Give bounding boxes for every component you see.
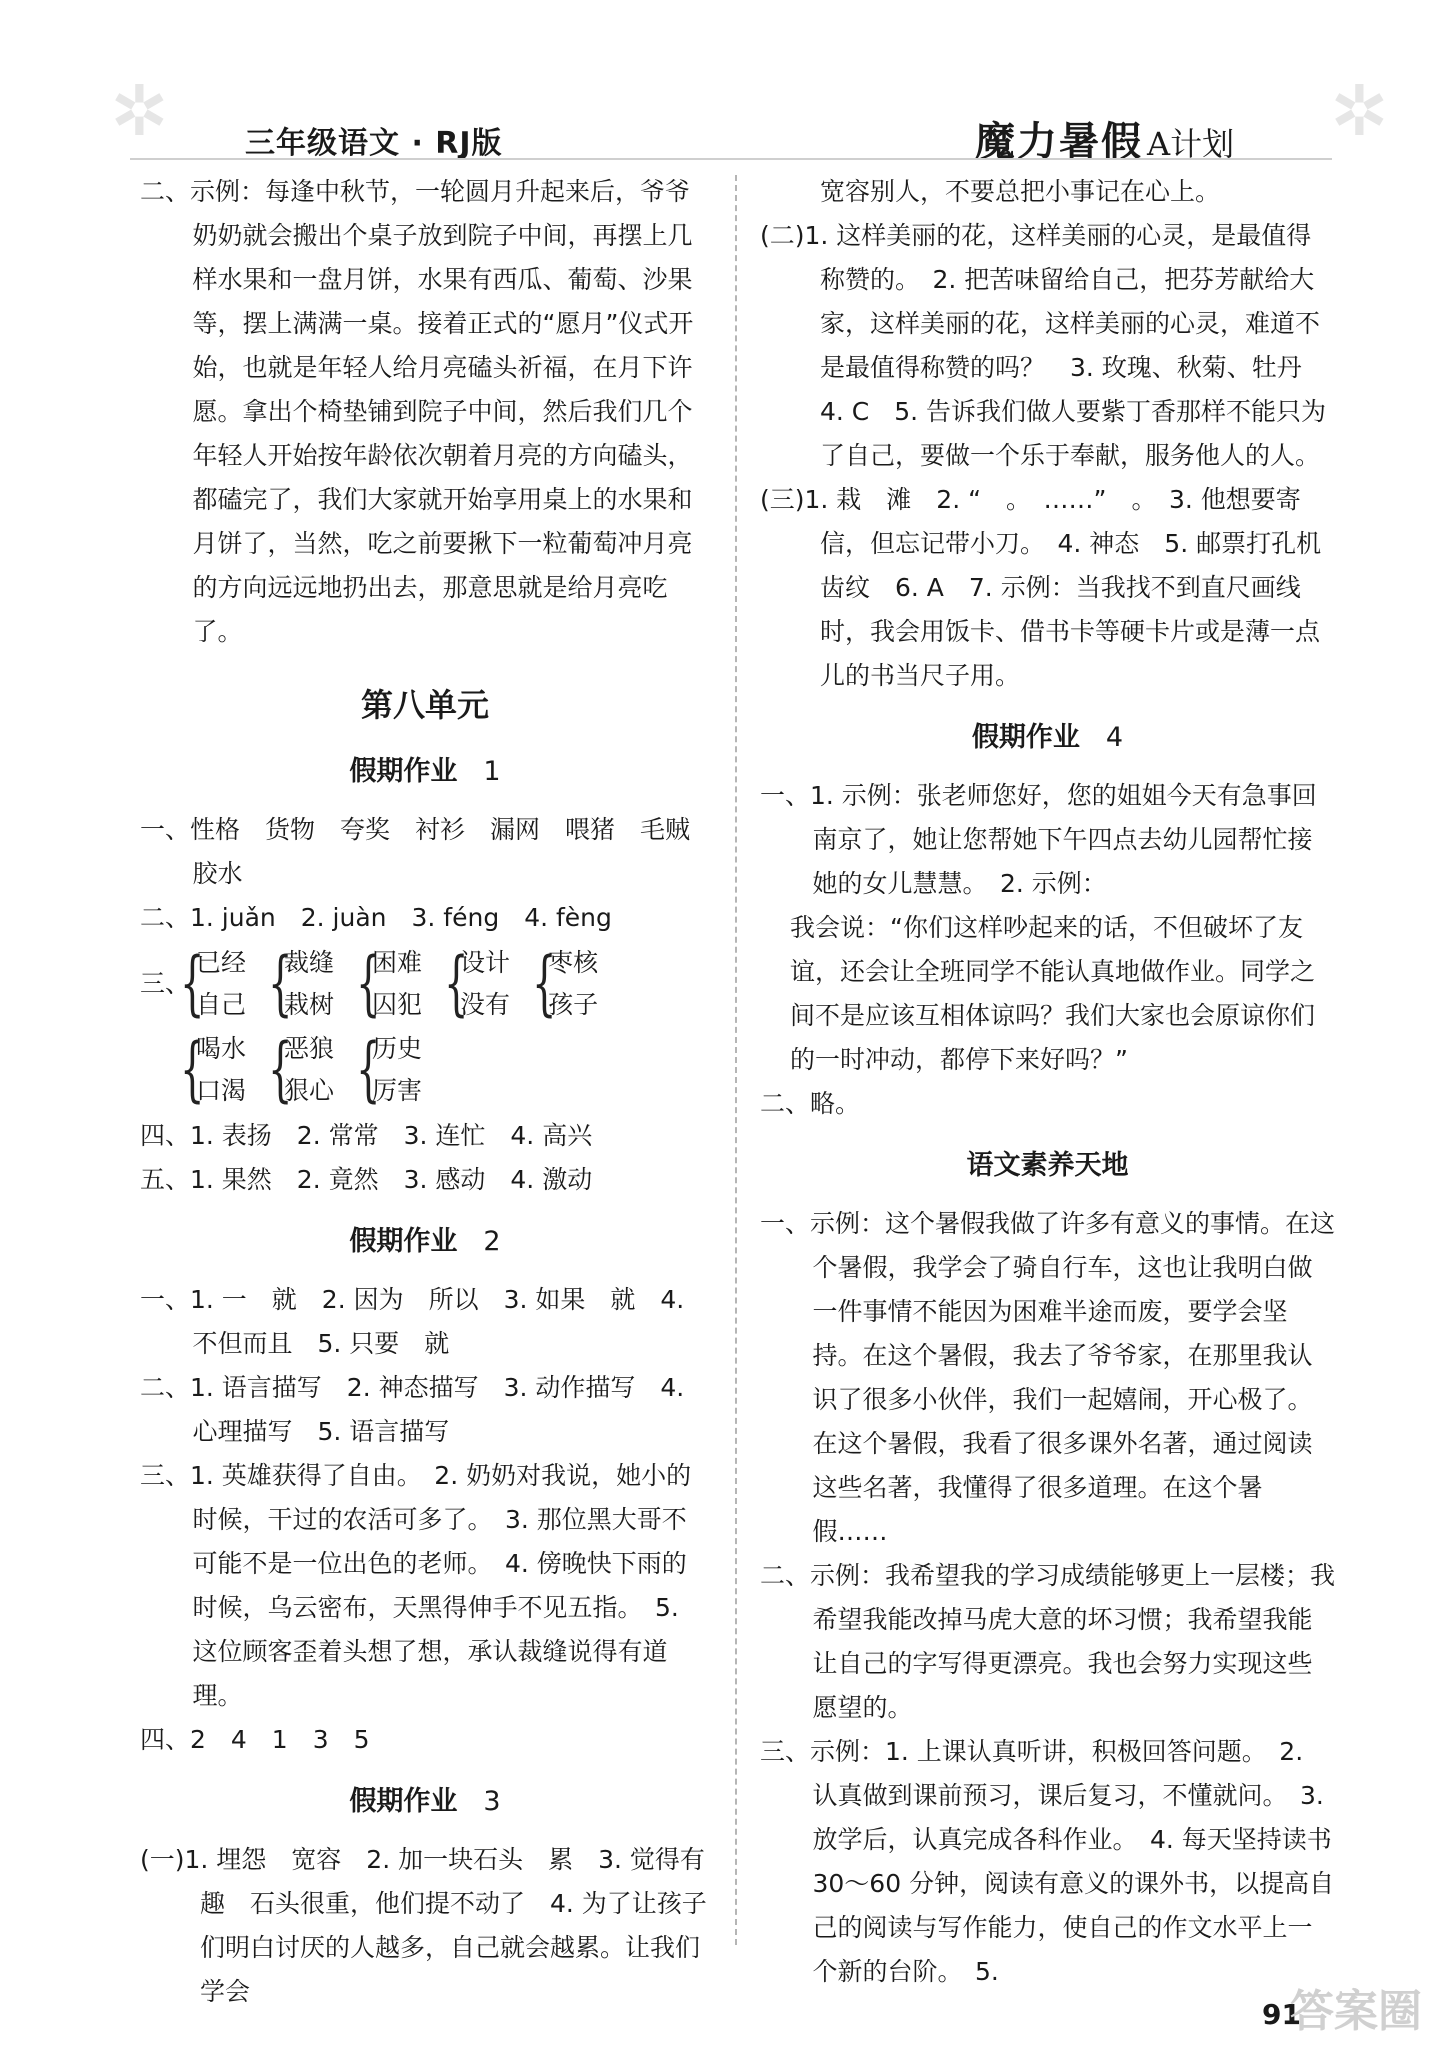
- left-column: [140, 170, 716, 2014]
- brace-icon: {: [444, 942, 469, 1024]
- word-pair-group: [352, 1028, 422, 1112]
- section-title-hw3: [140, 1778, 710, 1826]
- section-number: 4: [1105, 722, 1124, 753]
- brand-title: 魔力暑假: [975, 118, 1143, 165]
- palm-tree-decoration-icon: ✲: [1330, 70, 1389, 152]
- brace-icon: {: [356, 942, 381, 1024]
- hw1-q3-row2: [140, 1028, 710, 1112]
- word: 裁缝: [284, 948, 335, 977]
- word: 已经: [196, 948, 247, 977]
- brace-icon: {: [532, 942, 557, 1024]
- hw3-part3: (三)1. 栽 滩 2. “ 。 ……” 。 3. 他想要寄信，但忘记带小刀。 4. 神态 5. 邮票打孔机齿纹 6. A 7. 示例：当我找不到直尺画线时，我会用饭卡、借书卡等硬卡片或是薄一点儿的书当尺子用。: [760, 485, 1322, 690]
- section-title-hw2: [140, 1218, 710, 1266]
- hw2-q3: 三、1. 英雄获得了自由。 2. 奶奶对我说，她小的时候，干过的农活可多了。 3. 那位黑大哥不可能不是一位出色的老师。 4. 傍晚快下雨的时候，乌云密布，天黑得伸手不见五指。 5. 这位顾客歪着头想了想，承认裁缝说得有道理。: [140, 1461, 692, 1710]
- header-rule: [130, 158, 1332, 160]
- hw1-q3-lead: 三、: [140, 969, 191, 998]
- word: 狠心: [284, 1076, 335, 1105]
- word-pair-group: [440, 942, 510, 1026]
- word: 厉害: [372, 1076, 423, 1105]
- intro-answer: 二、示例：每逢中秋节，一轮圆月升起来后，爷爷奶奶就会搬出个桌子放到院子中间，再摆上几样水果和一盘月饼，水果有西瓜、葡萄、沙果等，摆上满满一桌。接着正式的“愿月”仪式开始，也就是年轻人给月亮磕头祈福，在月下许愿。拿出个椅垫铺到院子中间，然后我们几个年轻人开始按年龄依次朝着月亮的方向磕头，都磕完了，我们大家就开始享用桌上的水果和月饼了，当然，吃之前要揪下一粒葡萄冲月亮的方向远远地扔出去，那意思就是给月亮吃了。: [140, 177, 694, 646]
- hw1-q4: 四、1. 表扬 2. 常常 3. 连忙 4. 高兴: [140, 1121, 593, 1150]
- hw1-q5: 五、1. 果然 2. 竟然 3. 感动 4. 激动: [140, 1165, 593, 1194]
- word: 囚犯: [372, 990, 423, 1019]
- section-title-text: 假期作业: [349, 756, 458, 787]
- word-pair-group: [176, 1028, 246, 1112]
- section-title-text: 假期作业: [349, 1226, 458, 1257]
- hw1-q2: 二、1. juǎn 2. juàn 3. féng 4. fèng: [140, 903, 612, 932]
- word-pair-group: [264, 942, 334, 1026]
- page-number: 91: [1262, 1998, 1301, 2031]
- hw4-q1: 一、1. 示例：张老师您好，您的姐姐今天有急事回南京了，她让您帮她下午四点去幼儿园帮忙接她的女儿慧慧。 2. 示例：: [760, 781, 1317, 898]
- hw2-q2: 二、1. 语言描写 2. 神态描写 3. 动作描写 4. 心理描写 5. 语言描写: [140, 1373, 685, 1446]
- hw3-part1: (一)1. 埋怨 宽容 2. 加一块石头 累 3. 觉得有趣 石头很重，他们提不动了 4. 为了让孩子们明白讨厌的人越多，自己就会越累。让我们学会: [140, 1845, 707, 2006]
- word-pair-group: [176, 942, 246, 1026]
- header-left-title: 三年级语文 · RJ版: [245, 126, 503, 161]
- word: 困难: [372, 948, 423, 977]
- hw2-q4: 四、2 4 1 3 5: [140, 1725, 370, 1754]
- brace-icon: {: [356, 1028, 381, 1110]
- section-number: 2: [483, 1226, 501, 1257]
- word: 孩子: [548, 990, 599, 1019]
- word: 栽树: [284, 990, 335, 1019]
- watermark-stamp: 答案圈: [1290, 1986, 1422, 2037]
- palm-tree-decoration-icon: ✲: [110, 70, 169, 152]
- word: 没有: [460, 990, 511, 1019]
- word: 恶狼: [284, 1034, 335, 1063]
- hw1-q1: 一、性格 货物 夸奖 衬衫 漏网 喂猪 毛贼 胶水: [140, 815, 716, 888]
- section-title-yuwen: 语文素养天地: [966, 1150, 1129, 1181]
- hw1-q3-row1: [140, 942, 710, 1026]
- word: 历史: [372, 1034, 423, 1063]
- brace-icon: {: [268, 1028, 293, 1110]
- hw4-q1-answer: 我会说：“你们这样吵起来的话，不但破坏了友谊，还会让全班同学不能认真地做作业。同学之间不是应该互相体谅吗？我们大家也会原谅你们的一时冲动，都停下来好吗？”: [790, 913, 1316, 1074]
- word-pair-group: [264, 1028, 334, 1112]
- word: 枣核: [548, 948, 599, 977]
- brand-suffix: A计划: [1147, 125, 1235, 163]
- brace-icon: {: [268, 942, 293, 1024]
- section-number: 3: [483, 1786, 501, 1817]
- word: 口渴: [196, 1076, 247, 1105]
- section-title-text: 假期作业: [971, 722, 1080, 753]
- hw3-part2: (二)1. 这样美丽的花，这样美丽的心灵，是最值得称赞的。 2. 把苦味留给自己，把芬芳献给大家，这样美丽的花，这样美丽的心灵，难道不是最值得称赞的吗？ 3. 玫瑰、秋菊、牡丹 4. C 5. 告诉我们做人要紫丁香那样不能只为了自己，要做一个乐于奉献，服务他人的人。: [760, 221, 1327, 470]
- hw2-q1: 一、1. 一 就 2. 因为 所以 3. 如果 就 4. 不但而且 5. 只要 就: [140, 1285, 685, 1358]
- word-pair-group: [352, 942, 422, 1026]
- word: 喝水: [196, 1034, 247, 1063]
- yuwen-q1: 一、示例：这个暑假我做了许多有意义的事情。在这个暑假，我学会了骑自行车，这也让我明白做一件事情不能因为困难半途而废，要学会坚持。在这个暑假，我去了爷爷家，在那里我认识了很多小伙伴，我们一起嬉闹，开心极了。在这个暑假，我看了很多课外名著，通过阅读这些名著，我懂得了很多道理。在这个暑假……: [760, 1209, 1336, 1546]
- column-divider: [735, 175, 737, 1945]
- yuwen-q2: 二、示例：我希望我的学习成绩能够更上一层楼；我希望我能改掉马虎大意的坏习惯；我希望我能让自己的字写得更漂亮。我也会努力实现这些愿望的。: [760, 1561, 1336, 1722]
- hw3-part1-continued: 宽容别人，不要总把小事记在心上。: [820, 177, 1221, 206]
- section-title-text: 假期作业: [349, 1786, 458, 1817]
- unit-title: 第八单元: [360, 686, 489, 724]
- right-column: [760, 170, 1335, 1994]
- yuwen-q3: 三、示例：1. 上课认真听讲，积极回答问题。 2. 认真做到课前预习，课后复习，不懂就问。 3. 放学后，认真完成各科作业。 4. 每天坚持读书 30～60 分钟，阅读有意义的课外书，以提高自己的阅读与写作能力，使自己的作文水平上一个新的台阶。 5.: [760, 1737, 1335, 1986]
- brace-icon: {: [180, 942, 205, 1024]
- section-title-hw4: [760, 714, 1335, 762]
- section-title-hw1: [140, 748, 710, 796]
- hw4-q2: 二、略。: [760, 1089, 861, 1118]
- word: 自己: [196, 990, 247, 1019]
- word: 设计: [460, 948, 511, 977]
- word-pair-group: [528, 942, 598, 1026]
- brace-icon: {: [180, 1028, 205, 1110]
- section-number: 1: [483, 756, 501, 787]
